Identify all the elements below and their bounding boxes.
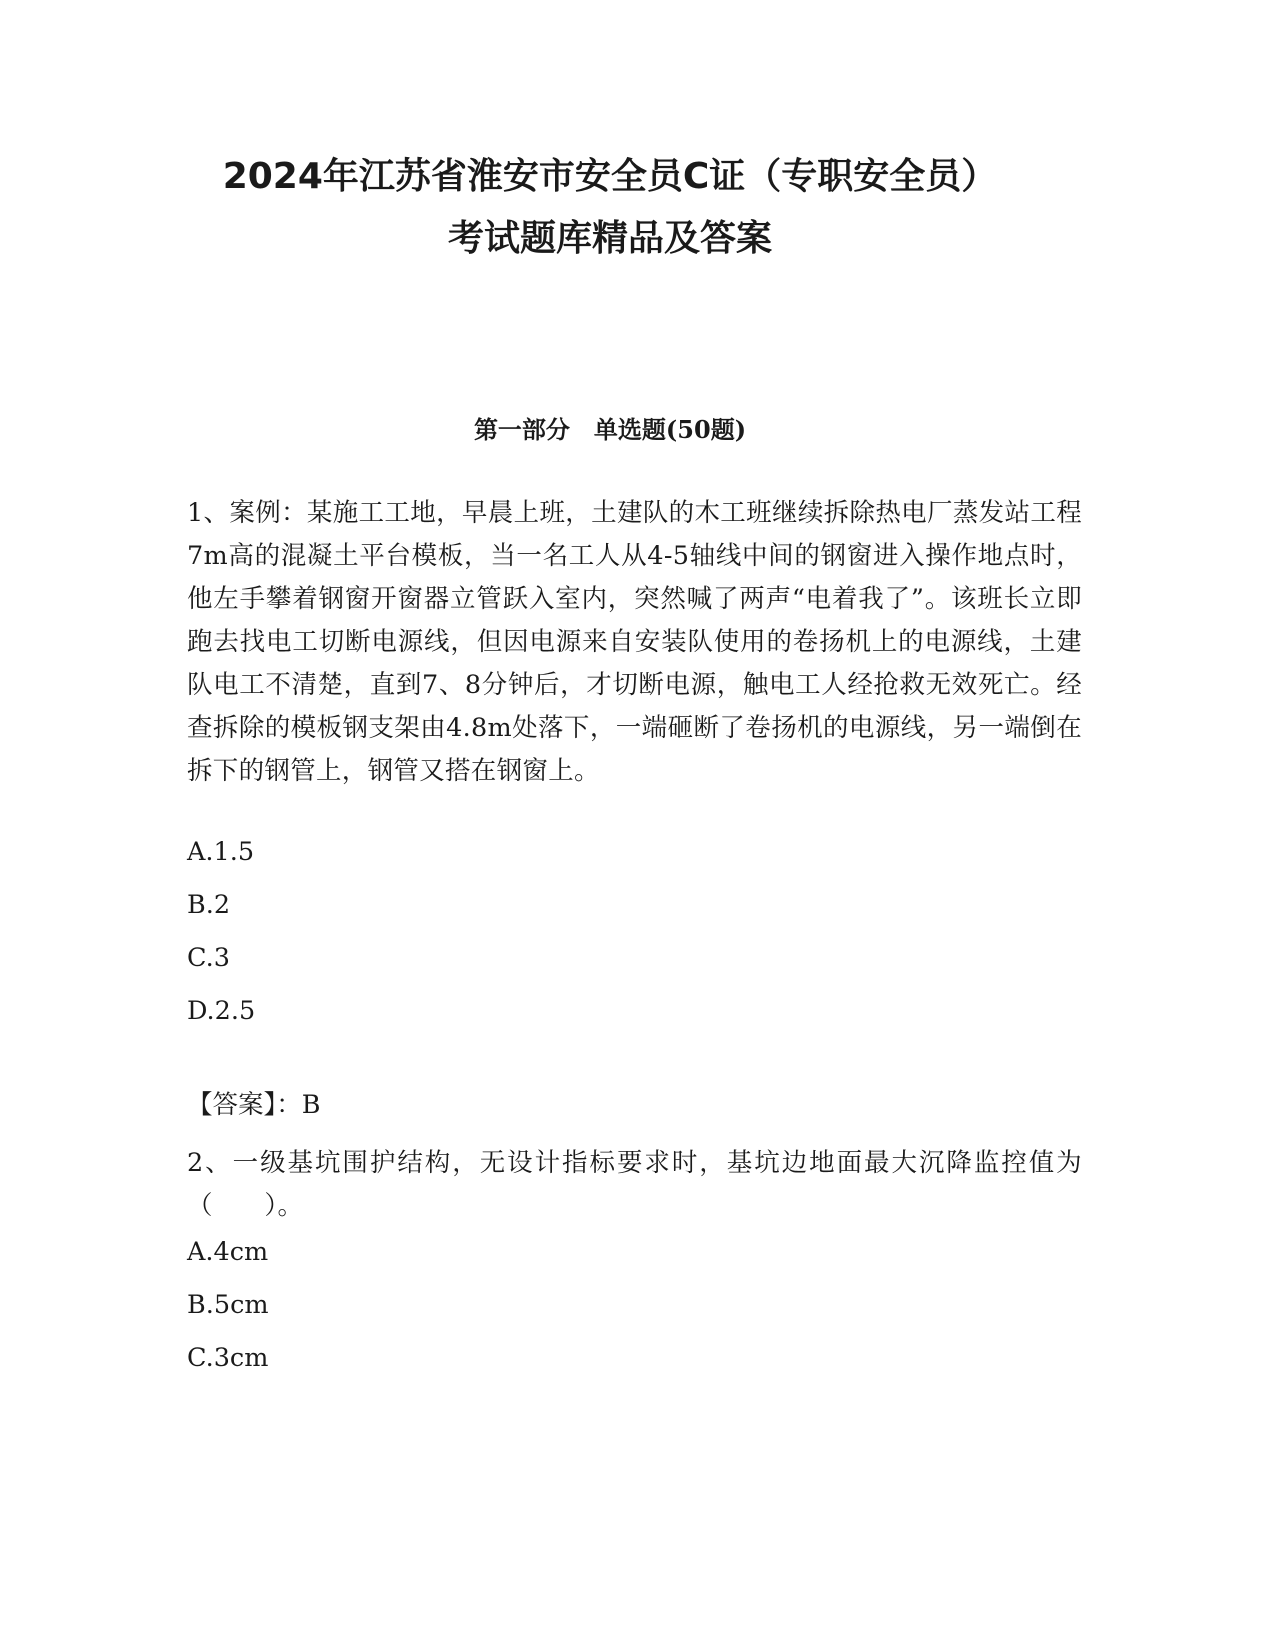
question-1 bbox=[187, 492, 1082, 793]
option-label: B.2 bbox=[187, 890, 231, 920]
question-1-option-b bbox=[187, 889, 1082, 921]
option-label: A.4cm bbox=[187, 1237, 269, 1267]
option-label: C.3 bbox=[187, 943, 230, 973]
question-1-option-a bbox=[187, 836, 1082, 868]
title-line-2: 考试题库精品及答案 bbox=[447, 218, 772, 259]
question-stem: 1、案例：某施工工地，早晨上班，土建队的木工班继续拆除热电厂蒸发站工程7m高的混凝土平台模板，当一名工人从4-5轴线中间的钢窗进入操作地点时，他左手攀着钢窗开窗器立管跃入室内，突然喊了两声“电着我了”。该班长立即跑去找电工切断电源线，但因电源来自安装队使用的卷扬机上的电源线，土建队电工不清楚，直到7、8分钟后，才切断电源，触电工人经抢救无效死亡。经查拆除的模板钢支架由4.8m处落下，一端砸断了卷扬机的电源线，另一端倒在拆下的钢管上，钢管又搭在钢窗上。 bbox=[187, 498, 1082, 786]
section-heading: 第一部分 单选题(50题) bbox=[473, 415, 747, 444]
question-2-option-a bbox=[187, 1236, 1082, 1268]
question-2-option-b bbox=[187, 1289, 1082, 1321]
question-1-option-d bbox=[187, 995, 1082, 1027]
option-label: A.1.5 bbox=[187, 837, 255, 867]
option-label: C.3cm bbox=[187, 1343, 269, 1373]
question-2-option-c bbox=[187, 1342, 1082, 1374]
document-title bbox=[150, 146, 1070, 270]
option-label: D.2.5 bbox=[187, 996, 256, 1026]
title-line-1: 2024年江苏省淮安市安全员C证（专职安全员） bbox=[222, 156, 998, 197]
answer-text: 【答案】：B bbox=[187, 1090, 321, 1120]
question-stem: 2、一级基坑围护结构，无设计指标要求时，基坑边地面最大沉降监控值为（ ）。 bbox=[187, 1148, 1082, 1221]
question-2 bbox=[187, 1142, 1082, 1228]
question-1-option-c bbox=[187, 942, 1082, 974]
option-label: B.5cm bbox=[187, 1290, 269, 1320]
question-1-answer bbox=[187, 1089, 1082, 1121]
